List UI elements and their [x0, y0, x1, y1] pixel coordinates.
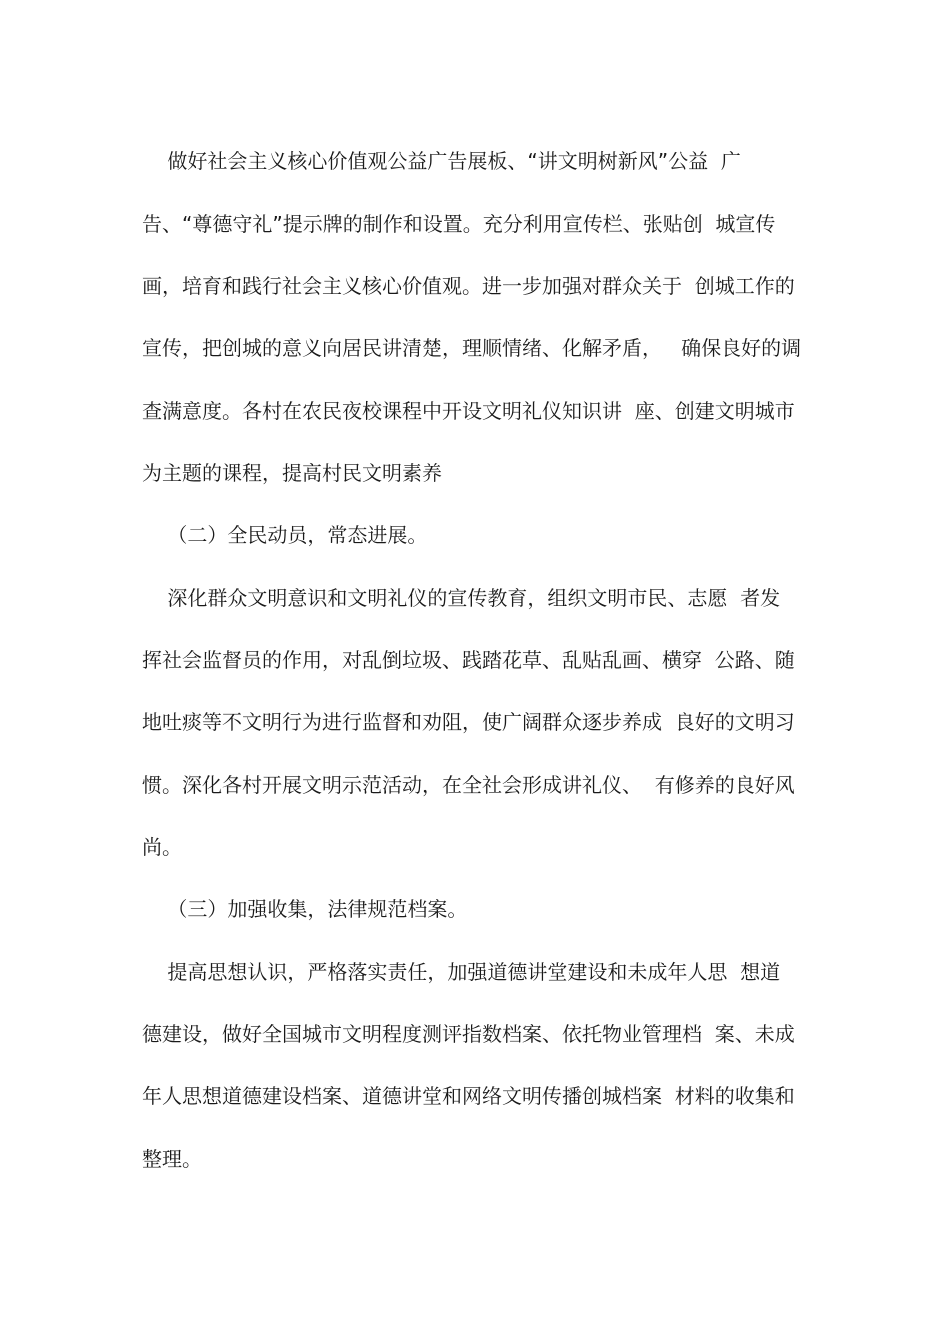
text-line: 地吐痰等不文明行为进行监督和劝阻，使广阔群众逐步养成 良好的文明习	[142, 710, 795, 734]
text-line: 为主题的课程，提高村民文明素养	[142, 461, 442, 485]
text-line: 整理。	[142, 1147, 202, 1171]
text-line: 宣传，把创城的意义向居民讲清楚，理顺情绪、化解矛盾， 确保良好的调	[142, 336, 802, 360]
text-line: 尚。	[142, 835, 182, 859]
text-line: 深化群众文明意识和文明礼仪的宣传教育，组织文明市民、志愿 者发	[142, 586, 781, 610]
text-line: 提高思想认识，严格落实责任，加强道德讲堂建设和未成年人思 想道	[142, 960, 781, 984]
text-line: 挥社会监督员的作用，对乱倒垃圾、践踏花草、乱贴乱画、横穿 公路、随	[142, 648, 795, 672]
text-line: 查满意度。各村在农民夜校课程中开设文明礼仪知识讲 座、创建文明城市	[142, 399, 795, 423]
text-line: 做好社会主义核心价值观公益广告展板、“讲文明树新风”公益 广	[142, 149, 741, 173]
section-heading-3: （三）加强收集，法律规范档案。	[142, 897, 468, 921]
text-line: 告、“尊德守礼”提示牌的制作和设置。充分利用宣传栏、张贴创 城宣传	[142, 212, 776, 236]
text-line: 年人思想道德建设档案、道德讲堂和网络文明传播创城档案 材料的收集和	[142, 1084, 795, 1108]
text-line: 德建设，做好全国城市文明程度测评指数档案、依托物业管理档 案、未成	[142, 1022, 795, 1046]
text-line: 画，培育和践行社会主义核心价值观。进一步加强对群众关于 创城工作的	[142, 274, 795, 298]
text-line: 惯。深化各村开展文明示范活动，在全社会形成讲礼仪、 有修养的良好风	[142, 773, 795, 797]
section-heading-2: （二）全民动员，常态进展。	[142, 523, 428, 547]
